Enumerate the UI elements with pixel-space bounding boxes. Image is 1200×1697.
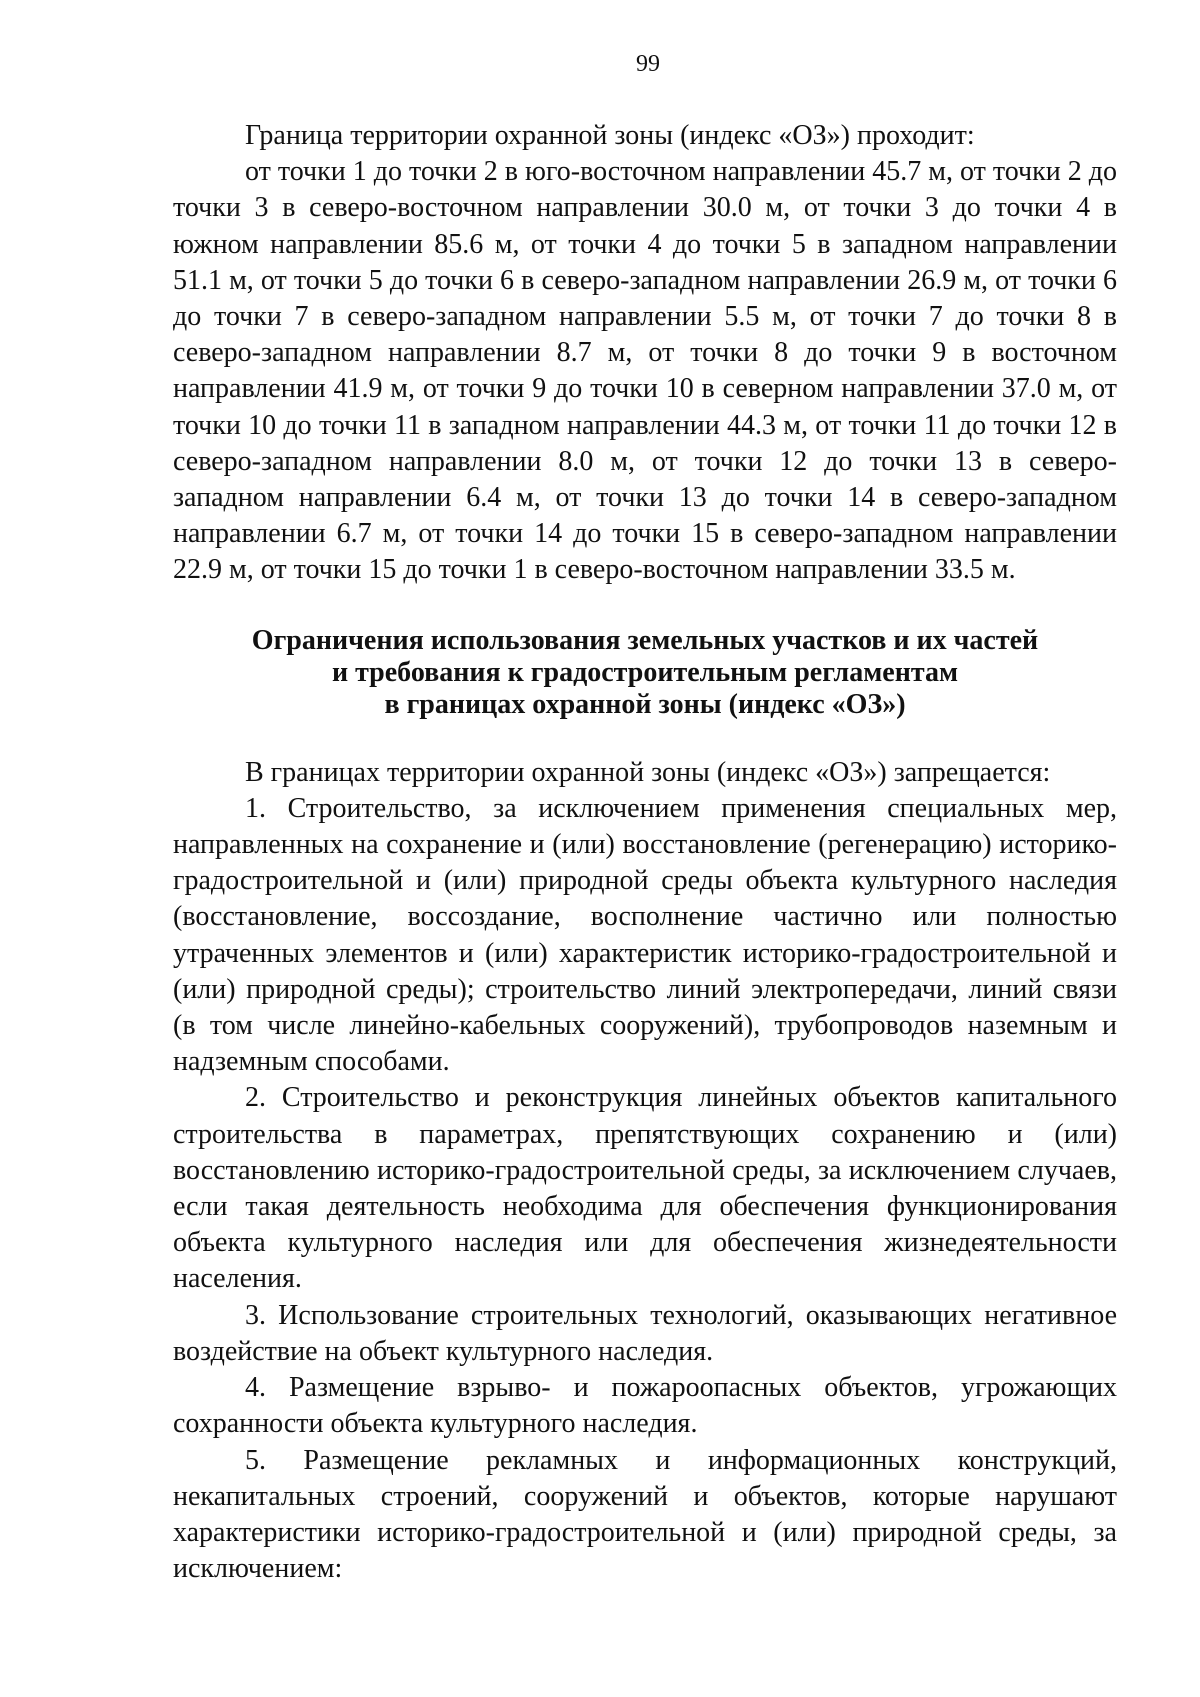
prohibition-item-5: 5. Размещение рекламных и информационных конструкций, некапитальных строений, сооружений и объектов, которые нарушают характеристики историко-градостроительной и (или) природной среды, за исключением:	[173, 1444, 1117, 1585]
prohibitions-intro-paragraph: В границах территории охранной зоны (индекс «ОЗ») запрещается:	[245, 756, 1051, 788]
prohibition-item-2: 2. Строительство и реконструкция линейных объектов капитального строительства в параметрах, препятствующих сохранению и (или) восстановлению историко-градостроительной среды, за исключением случаев, если такая деятельность необходима для обеспечения функционирования объекта культурного наследия или для обеспечения жизнедеятельности населения.	[173, 1082, 1117, 1295]
section-heading-line-1: Ограничения использования земельных участков и их частей	[251, 624, 1039, 656]
page-number: 99	[636, 51, 660, 77]
section-heading-line-2: и требования к градостроительным регламентам	[331, 656, 959, 688]
boundary-description-paragraph: от точки 1 до точки 2 в юго-восточном направлении 45.7 м, от точки 2 до точки 3 в северо-восточном направлении 30.0 м, от точки 3 до точки 4 в южном направлении 85.6 м, от точки 4 до точки 5 в западном направлении 51.1 м, от точки 5 до точки 6 в северо-западном направлении 26.9 м, от точки 6 до точки 7 в северо-западном направлении 5.5 м, от точки 7 до точки 8 в северо-западном направлении 8.7 м, от точки 8 до точки 9 в восточном направлении 41.9 м, от точки 9 до точки 10 в северном направлении 37.0 м, от точки 10 до точки 11 в западном направлении 44.3 м, от точки 11 до точки 12 в северо-западном направлении 8.0 м, от точки 12 до точки 13 в северо-западном направлении 6.4 м, от точки 13 до точки 14 в северо-западном направлении 6.7 м, от точки 14 до точки 15 в северо-западном направлении 22.9 м, от точки 15 до точки 1 в северо-восточном направлении 33.5 м.	[173, 156, 1117, 586]
prohibition-item-3: 3. Использование строительных технологий, оказывающих негативное воздействие на объект культурного наследия.	[173, 1299, 1117, 1367]
prohibition-item-1: 1. Строительство, за исключением применения специальных мер, направленных на сохранение и (или) восстановление (регенерацию) историко-градостроительной и (или) природной среды объекта культурного наследия (восстановление, воссоздание, восполнение частично или полностью утраченных элементов и (или) характеристик историко-градостроительной и (или) природной среды); строительство линий электропередачи, линий связи (в том числе линейно-кабельных сооружений), трубопроводов наземным и надземным способами.	[173, 792, 1117, 1078]
section-heading	[173, 625, 1117, 721]
boundary-intro-paragraph: Граница территории охранной зоны (индекс «ОЗ») проходит:	[245, 120, 975, 151]
prohibition-item-4: 4. Размещение взрыво- и пожароопасных объектов, угрожающих сохранности объекта культурного наследия.	[173, 1372, 1117, 1440]
page-content	[173, 118, 1117, 1587]
section-heading-line-3: в границах охранной зоны (индекс «ОЗ»)	[384, 688, 906, 720]
